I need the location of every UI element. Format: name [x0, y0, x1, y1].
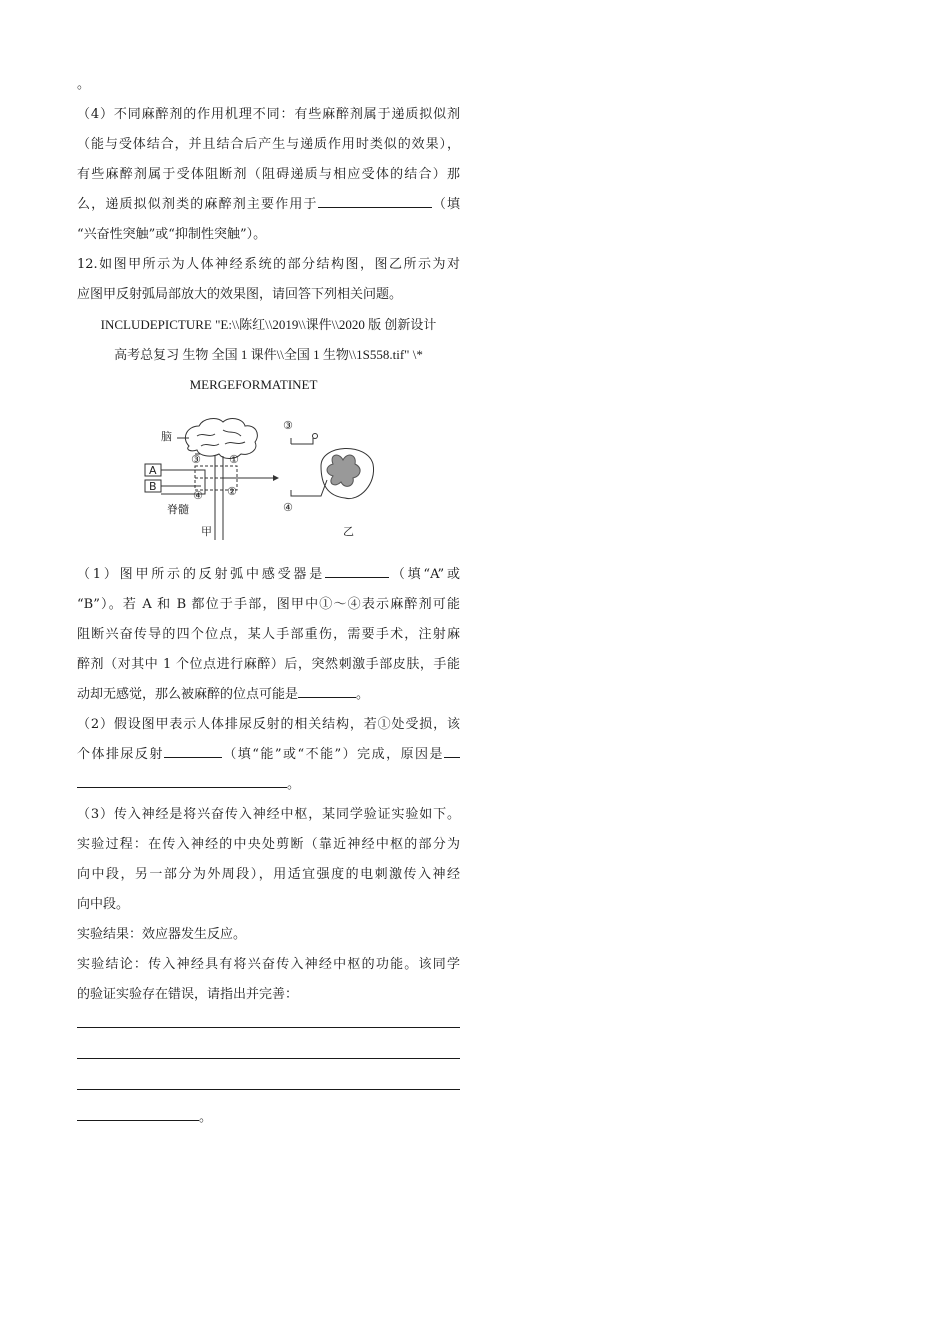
text-fragment: （填“能”或“不能”）完成，原因是	[221, 747, 444, 762]
answer-blank[interactable]	[325, 562, 389, 578]
nervous-system-figure	[77, 408, 460, 558]
text-line	[77, 740, 460, 770]
label-site-3-right: ③	[283, 419, 293, 432]
field-code-line: MERGEFORMATINET	[189, 377, 318, 392]
label-b: B	[149, 480, 157, 493]
label-site-3: ③	[191, 453, 201, 466]
text-line: （3）传入神经是将兴奋传入神经中枢，某同学验证实验如下。	[77, 807, 460, 822]
text-line: “B”）。若 A 和 B 都位于手部，图甲中①～④表示麻醉剂可能	[77, 597, 460, 612]
text-line: 应图甲反射弧局部放大的效果图，请回答下列相关问题。	[77, 287, 403, 302]
question-12-stem: 12.如图甲所示为人体神经系统的部分结构图，图乙所示为对	[77, 257, 460, 272]
answer-blank[interactable]	[318, 192, 432, 208]
spinal-cord-shape	[215, 456, 223, 540]
text-line: 的验证实验存在错误，请指出并完善：	[77, 987, 299, 1002]
text-fragment: 么，递质拟似剂类的麻醉剂主要作用于	[77, 197, 318, 212]
text-line	[77, 680, 460, 710]
text-line: 实验结论：传入神经具有将兴奋传入神经中枢的功能。该同学	[77, 957, 460, 972]
text-line: （2）假设图甲表示人体排尿反射的相关结构，若①处受损，该	[77, 717, 460, 732]
answer-blank[interactable]	[77, 1105, 199, 1121]
text-line: 向中段。	[77, 897, 130, 912]
text-line	[77, 770, 460, 800]
text-line: 实验结果：效应器发生反应。	[77, 927, 247, 942]
text-line: 醉剂（对其中 1 个位点进行麻醉）后，突然刺激手部皮肤，手能	[77, 657, 460, 672]
text-line: 。	[77, 77, 91, 92]
text-line: 向中段，另一部分为外周段），用适宜强度的电刺激传入神经	[77, 867, 460, 882]
text-line: “兴奋性突触”或“抑制性突触”）。	[77, 227, 267, 242]
text-fragment: 个体排尿反射	[77, 747, 164, 762]
text-line	[77, 560, 460, 590]
text-line	[77, 1103, 460, 1133]
label-site-1: ①	[229, 453, 239, 466]
field-code-line: 高考总复习 生物 全国 1 课件\\全国 1 生物\\1S558.tif" \*	[114, 347, 423, 362]
text-line: （4）不同麻醉剂的作用机理不同：有些麻醉剂属于递质拟似剂	[77, 107, 460, 122]
text-fragment: （填“A”或	[389, 567, 460, 582]
text-fragment: （1）图甲所示的反射弧中感受器是	[77, 567, 326, 582]
text-fragment: 。	[356, 687, 370, 702]
text-line	[77, 190, 460, 220]
text-fragment: （填	[431, 197, 460, 212]
label-site-2: ②	[227, 485, 237, 498]
document-page	[77, 70, 460, 1133]
text-fragment: 。	[199, 1110, 213, 1125]
text-line: 有些麻醉剂属于受体阻断剂（阻碍递质与相应受体的结合）那	[77, 167, 460, 182]
text-line: 实验过程：在传入神经的中央处剪断（靠近神经中枢的部分为	[77, 837, 460, 852]
text-fragment: 。	[287, 777, 301, 792]
answer-blank[interactable]	[298, 682, 356, 698]
text-line: 阻断兴奋传导的四个位点，某人手部重伤，需要手术，注射麻	[77, 627, 460, 642]
label-yi: 乙	[343, 525, 354, 538]
answer-line[interactable]	[77, 1010, 460, 1028]
label-spinal-cord: 脊髓	[167, 503, 189, 516]
label-brain: 脑	[161, 430, 172, 443]
label-site-4: ④	[193, 489, 203, 502]
answer-blank[interactable]	[444, 742, 460, 758]
text-line: （能与受体结合，并且结合后产生与递质作用时类似的效果），	[77, 137, 460, 152]
answer-blank[interactable]	[77, 772, 287, 788]
answer-line[interactable]	[77, 1072, 460, 1090]
label-a: A	[149, 464, 157, 477]
text-fragment: 动却无感觉，那么被麻醉的位点可能是	[77, 687, 299, 702]
field-code-line: INCLUDEPICTURE "E:\\陈红\\2019\\课件\\2020 版 创新设计	[100, 317, 437, 332]
reflex-arc-diagram	[77, 408, 460, 558]
answer-line[interactable]	[77, 1041, 460, 1059]
answer-blank[interactable]	[164, 742, 222, 758]
label-site-4-right: ④	[283, 501, 293, 514]
label-jia: 甲	[201, 525, 212, 538]
